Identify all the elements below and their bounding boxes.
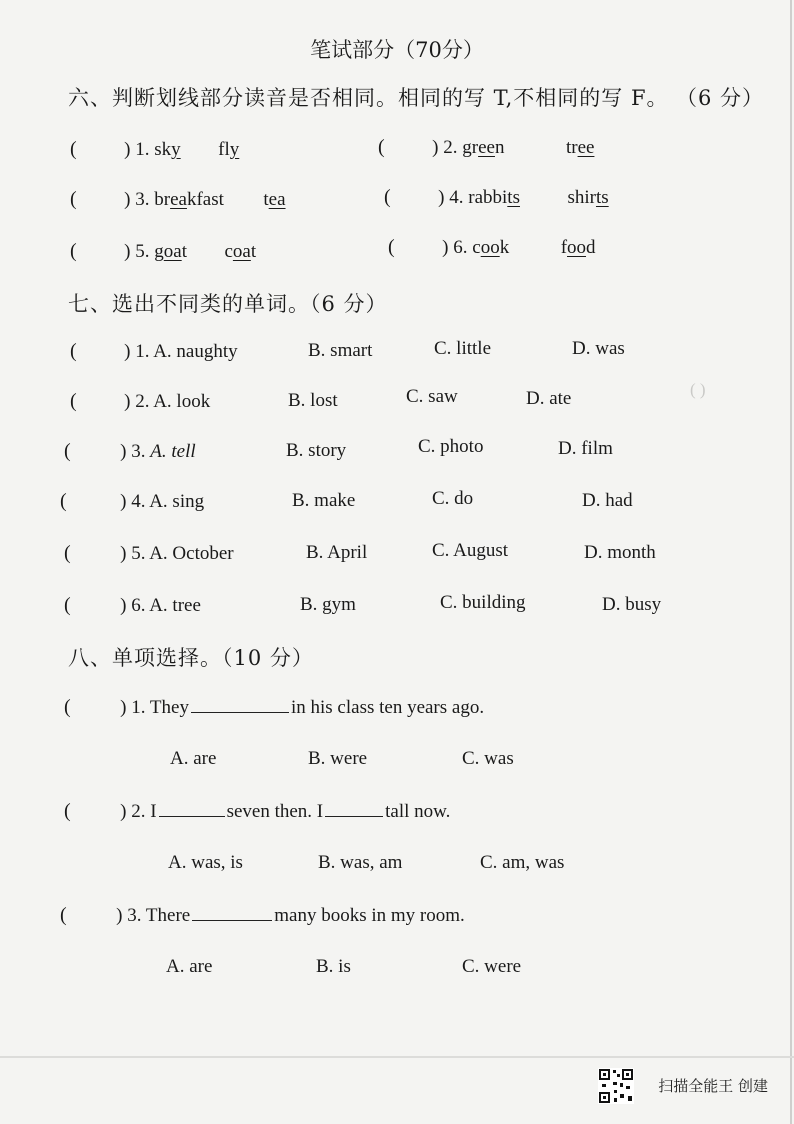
section8-heading: 八、单项选择。（10 分） bbox=[68, 646, 314, 670]
fill-blank[interactable] bbox=[192, 919, 272, 921]
qr-code-icon bbox=[598, 1068, 634, 1104]
answer-paren[interactable]: ( bbox=[384, 186, 391, 208]
s7-3-b: B. story bbox=[286, 440, 347, 461]
answer-paren[interactable]: ( bbox=[70, 390, 77, 412]
scan-edge bbox=[0, 1056, 794, 1058]
bleed-through-text: ( ) bbox=[690, 380, 706, 399]
s7-5-c: C. August bbox=[432, 540, 509, 561]
s8-3-c: C. were bbox=[462, 956, 522, 977]
s8-2-a: A. was, is bbox=[168, 852, 243, 873]
s6-item-4: ( ) 4. rabbits shirts bbox=[384, 186, 609, 208]
s8-3-b: B. is bbox=[316, 956, 351, 977]
s7-item-6: ( ) 6. A. tree bbox=[64, 594, 201, 616]
section6-heading-text: 六、判断划线部分读音是否相同。相同的写 T,不相同的写 F。 bbox=[68, 86, 669, 110]
s6-item-6: ( ) 6. cook food bbox=[388, 236, 596, 258]
answer-paren[interactable]: ( bbox=[70, 188, 77, 210]
s7-5-b: B. April bbox=[306, 542, 368, 563]
answer-paren[interactable]: ( bbox=[64, 800, 71, 822]
page-title: 笔试部分（70分） bbox=[310, 38, 484, 62]
answer-paren[interactable]: ( bbox=[388, 236, 395, 258]
answer-paren[interactable]: ( bbox=[70, 340, 77, 362]
s6-item-1: ( ) 1. sky fly bbox=[70, 138, 240, 160]
s6-item-5: ( ) 5. goat coat bbox=[70, 240, 257, 262]
s7-2-c: C. saw bbox=[406, 386, 458, 407]
section6-heading bbox=[68, 82, 764, 112]
s7-3-c: C. photo bbox=[418, 436, 484, 457]
answer-paren[interactable]: ( bbox=[70, 138, 77, 160]
s7-item-3: ( ) 3. A. tell bbox=[64, 440, 196, 462]
answer-paren[interactable]: ( bbox=[60, 904, 67, 926]
s8-item-1: ( ) 1. They in his class ten years ago. bbox=[64, 696, 485, 718]
fill-blank[interactable] bbox=[325, 815, 383, 817]
answer-paren[interactable]: ( bbox=[378, 136, 385, 158]
s7-2-b: B. lost bbox=[288, 390, 338, 411]
s8-item-3: ( ) 3. There many books in my room. bbox=[60, 904, 465, 926]
s7-item-4: ( ) 4. A. sing bbox=[60, 490, 205, 512]
section6-score: （6 分） bbox=[686, 86, 765, 110]
answer-paren[interactable]: ( bbox=[64, 542, 71, 564]
fill-blank[interactable] bbox=[191, 711, 289, 713]
fill-blank[interactable] bbox=[159, 815, 225, 817]
s8-3-a: A. are bbox=[166, 956, 213, 977]
s8-2-c: C. am, was bbox=[480, 852, 565, 873]
s7-1-c: C. little bbox=[434, 338, 491, 359]
item-number: ) 1. bbox=[124, 139, 150, 160]
s6-item-2: ( ) 2. green tree bbox=[378, 136, 595, 158]
s8-1-b: B. were bbox=[308, 748, 368, 769]
s7-5-d: D. month bbox=[584, 542, 656, 563]
s7-6-d: D. busy bbox=[602, 594, 662, 615]
s8-item-2: ( ) 2. I seven then. I tall now. bbox=[64, 800, 451, 822]
s7-4-d: D. had bbox=[582, 490, 633, 511]
s7-1-b: B. smart bbox=[308, 340, 373, 361]
s7-6-c: C. building bbox=[440, 592, 526, 613]
s8-2-b: B. was, am bbox=[318, 852, 403, 873]
s6-item-3: ( ) 3. breakfast tea bbox=[70, 188, 286, 210]
s7-6-b: B. gym bbox=[300, 594, 356, 615]
section7-heading: 七、选出不同类的单词。（6 分） bbox=[68, 292, 388, 316]
s7-4-c: C. do bbox=[432, 488, 474, 509]
answer-paren[interactable]: ( bbox=[70, 240, 77, 262]
s7-2-d: D. ate bbox=[526, 388, 572, 409]
answer-paren[interactable]: ( bbox=[60, 490, 67, 512]
s8-1-a: A. are bbox=[170, 748, 217, 769]
s7-4-b: B. make bbox=[292, 490, 356, 511]
s8-1-c: C. was bbox=[462, 748, 514, 769]
answer-paren[interactable]: ( bbox=[64, 594, 71, 616]
answer-paren[interactable]: ( bbox=[64, 696, 71, 718]
s7-item-1: ( ) 1. A. naughty bbox=[70, 340, 238, 362]
s7-item-2: ( ) 2. A. look bbox=[70, 390, 211, 412]
s7-1-d: D. was bbox=[572, 338, 625, 359]
scanner-watermark: 扫描全能王 创建 bbox=[658, 1077, 768, 1095]
s7-item-5: ( ) 5. A. October bbox=[64, 542, 234, 564]
page-edge bbox=[790, 0, 792, 1124]
answer-paren[interactable]: ( bbox=[64, 440, 71, 462]
s7-3-d: D. film bbox=[558, 438, 613, 459]
